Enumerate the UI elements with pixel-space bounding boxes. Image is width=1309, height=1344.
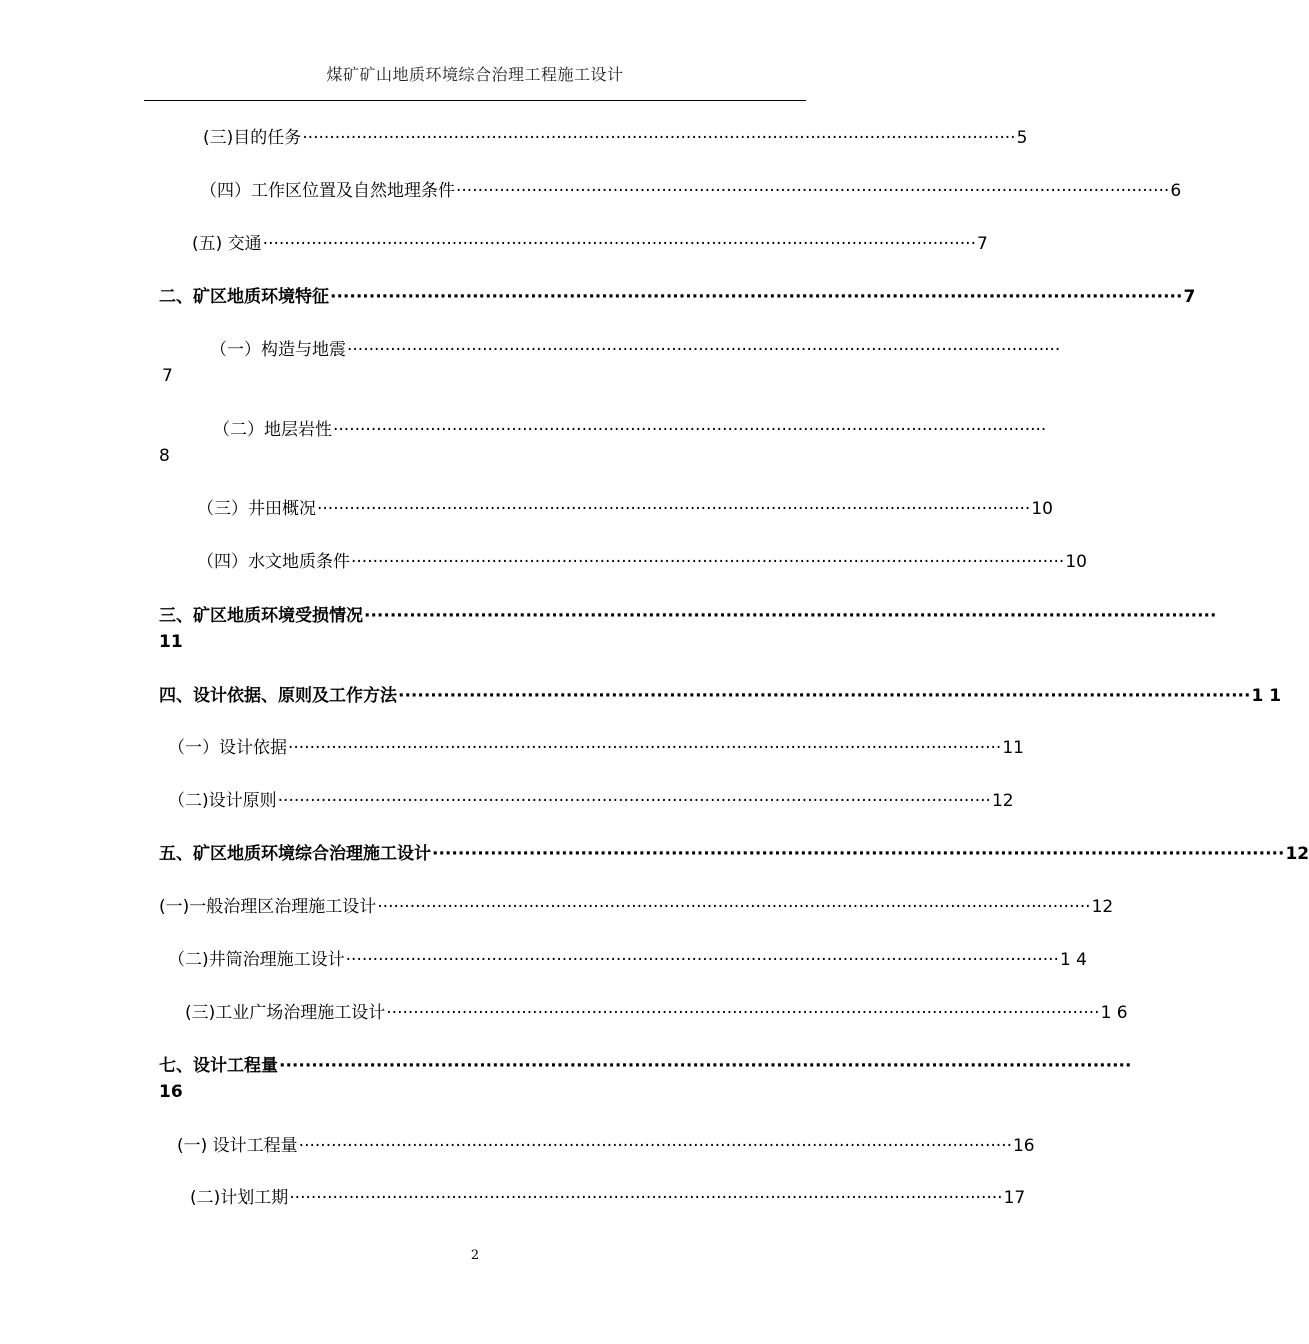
toc-entry-page: 7: [1183, 287, 1196, 307]
toc-entry-page: 7: [162, 366, 173, 386]
toc-leader: ····································································································································: [288, 738, 1002, 758]
toc-leader: ····································································································································: [333, 420, 1047, 440]
toc-entry-label: (一)一般治理区治理施工设计: [159, 897, 377, 917]
toc-chapter[interactable]: [159, 684, 1282, 708]
toc-entry-page: 12: [1091, 897, 1114, 917]
header-rule: [144, 100, 806, 101]
toc-entry-label: （一）构造与地震: [210, 340, 346, 360]
toc-entry-page: 6: [1170, 181, 1182, 201]
toc-leader: ····································································································································: [262, 234, 976, 254]
toc-entry[interactable]: [197, 497, 1053, 521]
toc-entry-label: (三)目的任务: [203, 128, 302, 148]
toc-entry[interactable]: [168, 789, 1014, 813]
toc-entry[interactable]: [197, 550, 1087, 574]
toc-entry-page: 11: [159, 632, 183, 652]
toc-leader: ····································································································································: [277, 791, 991, 811]
toc-entry-page: 7: [976, 234, 988, 254]
toc-entry-label: （二）地层岩性: [213, 420, 332, 440]
toc-leader: ····································································································································: [364, 606, 1217, 626]
toc-chapter[interactable]: [159, 285, 1196, 309]
page-number: 2: [470, 1248, 480, 1263]
toc-leader: ····································································································································: [351, 552, 1065, 572]
toc-entry[interactable]: [159, 895, 1114, 919]
toc-entry-label: (二)计划工期: [190, 1188, 289, 1208]
toc-leader: ····································································································································: [279, 1056, 1132, 1076]
toc-leader: ····································································································································: [398, 686, 1251, 706]
toc-entry[interactable]: [210, 338, 1061, 362]
toc-entry-label: （三）井田概况: [197, 499, 316, 519]
toc-entry-label: (三)工业广场治理施工设计: [185, 1003, 386, 1023]
toc-chapter[interactable]: [159, 604, 1217, 628]
toc-leader: ····································································································································: [456, 181, 1170, 201]
toc-entry[interactable]: [192, 232, 988, 256]
toc-entry-label: 七、设计工程量: [159, 1056, 278, 1076]
toc-entry-page: 5: [1016, 128, 1028, 148]
toc-entry-label: 五、矿区地质环境综合治理施工设计: [159, 844, 431, 864]
toc-entry[interactable]: [168, 736, 1024, 760]
toc-entry[interactable]: [185, 1001, 1128, 1025]
toc-entry-page: 1 1: [1251, 686, 1282, 706]
toc-entry[interactable]: [200, 179, 1182, 203]
toc-entry-label: （二)井筒治理施工设计: [168, 950, 345, 970]
toc-leader: ····································································································································: [330, 287, 1183, 307]
toc-entry[interactable]: [213, 418, 1047, 442]
toc-entry[interactable]: [190, 1186, 1026, 1210]
toc-entry-page: 10: [1065, 552, 1087, 572]
toc-leader: ····································································································································: [289, 1188, 1003, 1208]
toc-entry-page: 10: [1031, 499, 1053, 519]
toc-chapter[interactable]: [159, 842, 1309, 866]
toc-entry-page: 8: [159, 446, 170, 466]
toc-entry-page: 11: [1002, 738, 1024, 758]
toc-entry-page: 1 4: [1059, 950, 1087, 970]
toc-entry-page: 16: [1012, 1136, 1035, 1156]
toc-entry[interactable]: [168, 948, 1087, 972]
toc-entry-label: （一）设计依据: [168, 738, 287, 758]
toc-entry-label: (五) 交通: [192, 234, 262, 254]
toc-entry-label: （四）工作区位置及自然地理条件: [200, 181, 455, 201]
toc-entry-page: 12: [1285, 844, 1309, 864]
toc-leader: ····································································································································: [317, 499, 1031, 519]
toc-entry-page: 17: [1003, 1188, 1026, 1208]
toc-leader: ····································································································································: [377, 897, 1091, 917]
toc-leader: ····································································································································: [386, 1003, 1100, 1023]
toc-entry-label: 四、设计依据、原则及工作方法: [159, 686, 397, 706]
toc-leader: ····································································································································: [432, 844, 1285, 864]
toc-entry-page: 16: [159, 1082, 183, 1102]
toc-leader: ····································································································································: [302, 128, 1016, 148]
toc-chapter[interactable]: [159, 1054, 1132, 1078]
toc-entry-label: （四）水文地质条件: [197, 552, 350, 572]
toc-entry-page: 1 6: [1100, 1003, 1128, 1023]
toc-entry-label: 三、矿区地质环境受损情况: [159, 606, 363, 626]
toc-entry-label: （二)设计原则: [168, 791, 277, 811]
toc-leader: ····································································································································: [347, 340, 1061, 360]
toc-entry[interactable]: [177, 1134, 1035, 1158]
toc-entry[interactable]: [203, 126, 1028, 150]
page-header: 煤矿矿山地质环境综合治理工程施工设计: [326, 65, 624, 84]
toc-leader: ····································································································································: [345, 950, 1059, 970]
toc-leader: ····································································································································: [298, 1136, 1012, 1156]
toc-entry-label: (一) 设计工程量: [177, 1136, 298, 1156]
toc-entry-page: 12: [991, 791, 1014, 811]
toc-entry-label: 二、矿区地质环境特征: [159, 287, 329, 307]
